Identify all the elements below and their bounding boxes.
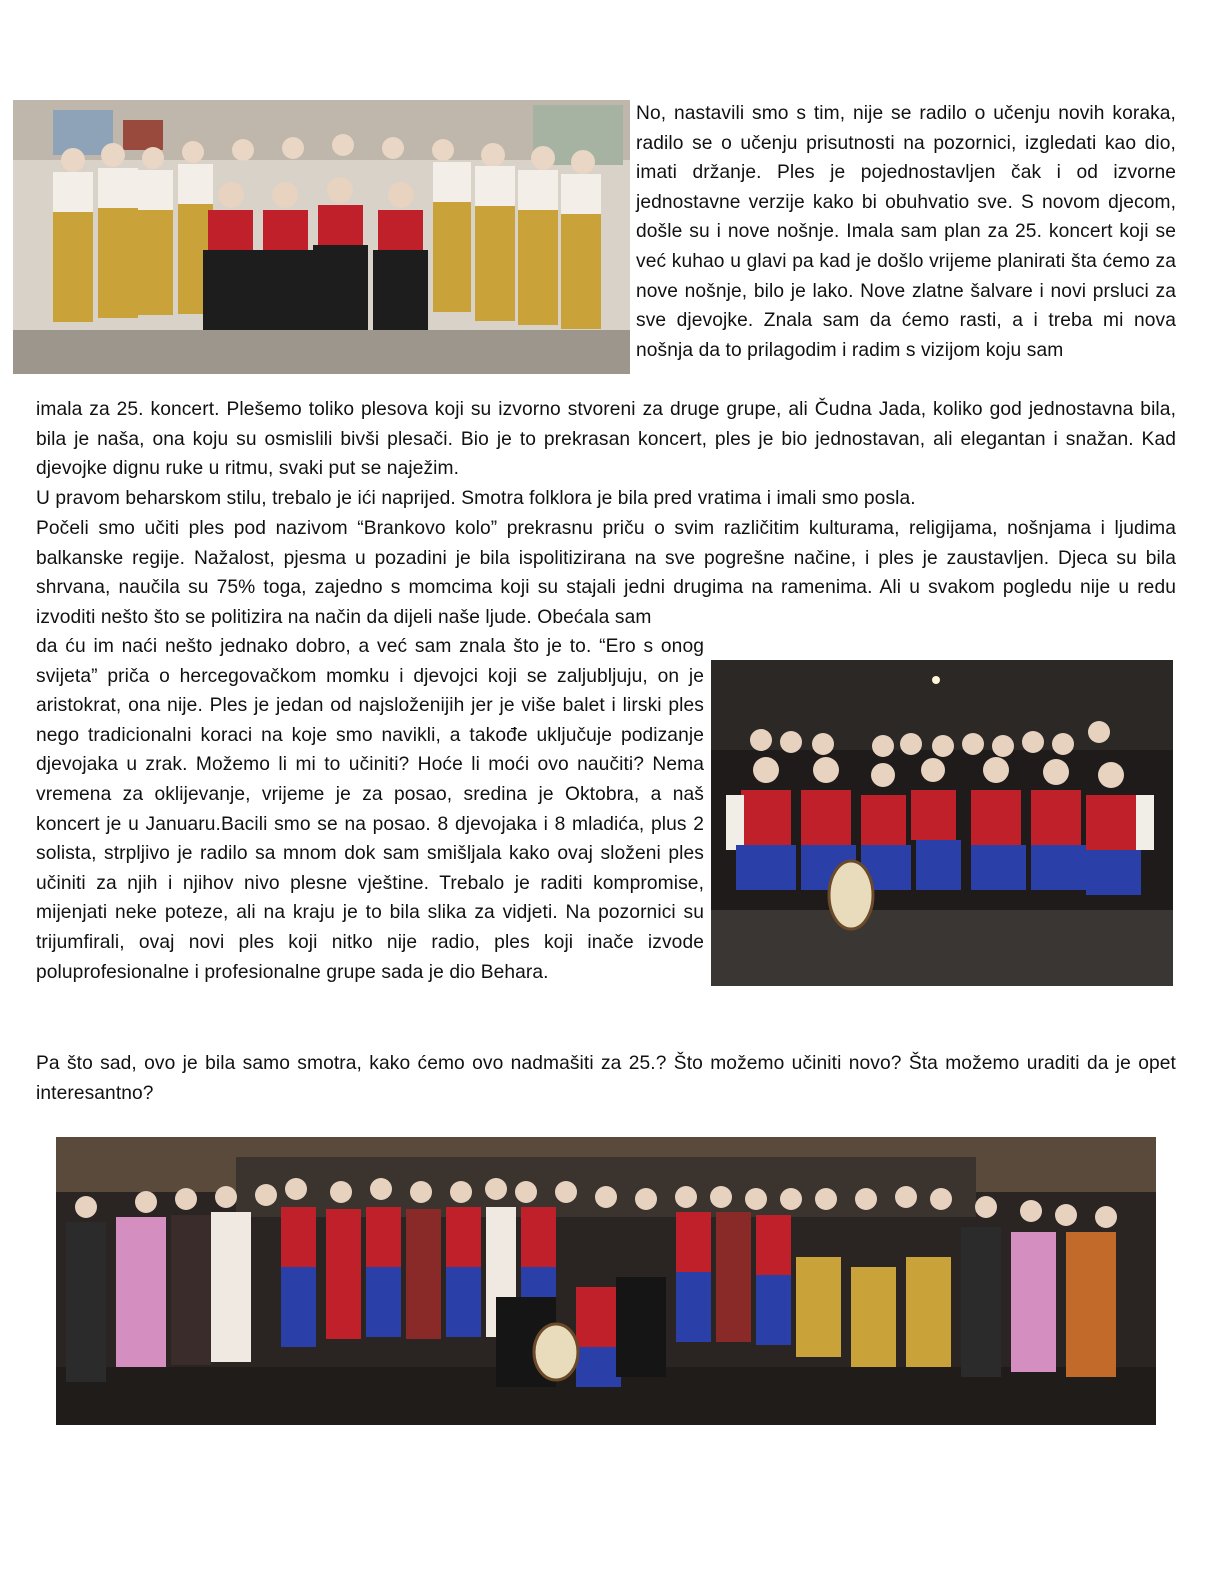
paragraph-intro-continued: imala za 25. koncert. Plešemo toliko plesova koji su izvorno stvoreni za druge grupe, ali Čudna Jada, koliko god jednostavna bila, bila je naša, ona koju su osmislili bivši plesači. Bio je to prekrasan koncert, ples je bio jednostavan, ali elegantan i snažan. Kad djevojke dignu ruke u ritmu, svaki put se naježim. xyxy=(36,399,1176,480)
photo-stage-red-vest-group xyxy=(711,660,1173,986)
photo-stage-red-vest-group-image xyxy=(711,660,1173,986)
paragraph-closing-questions: Pa što sad, ovo je bila samo smotra, kako ćemo ovo nadmašiti za 25.? Što možemo učiniti novo? Šta možemo uraditi da je opet interesantno? xyxy=(36,1053,1176,1104)
paragraph-brankovo-kolo: Počeli smo učiti ples pod nazivom “Brankovo kolo” prekrasnu priču o svim različitim kulturama, religijama, nošnjama i ljudima balkanske regije. Nažalost, pjesma u pozadini je bila ispolitizirana na sve pogrešne načine, i ples je zaustavljen. Djeca su bila shrvana, naučila su 75% toga, zajedno s momcima koji su stajali jedni drugima na ramenima. Ali u svakom pogledu nije u redu izvoditi nešto što se politizira na način da dijeli naše ljude. Obećala sam xyxy=(36,518,1176,628)
photo-gold-costume-group xyxy=(13,100,630,374)
paragraph-intro-right: No, nastavili smo s tim, nije se radilo o učenju novih koraka, radilo se o učenju prisutnosti na pozornici, izgledati kao dio, imati držanje. Ples je pojednostavljen čak i od izvorne jednostavne verzije kako bi obuhvatio sve. S novom djecom, došle su i nove nošnje. Imala sam plan za 25. koncert koji se već kuhao u glavi pa kad je došlo vrijeme planirati šta ćemo za nove nošnje, bilo je lako. Nove zlatne šalvare i novi prsluci za sve djevojke. Znala sam da ćemo rasti, a i treba mi nova nošnja da to prilagodim i radim s vizijom koju sam xyxy=(636,103,1176,361)
photo-gold-costume-group-image xyxy=(13,100,630,374)
photo-full-ensemble-image xyxy=(56,1137,1156,1425)
paragraph-ero-s-onog-svijeta: da ću im naći nešto jednako dobro, a već sam znala što je to. “Ero s onog svijeta” priča o hercegovačkom momku i djevojci koji se zaljubljuju, on je aristokrat, ona nije. Ples je jedan od najsloženijih jer je više balet i lirski ples nego tradicionalni koraci na koje smo navikli, a takođe uključuje podizanje djevojaka u zrak. Možemo li mi to učiniti? Hoće li moći ovo naučiti? Nema vremena za oklijevanje, vrijeme je za posao, sredina je Oktobra, a naš koncert je u Januaru.Bacili smo se na posao. 8 djevojaka i 8 mladića, plus 2 solista, strpljivo je radilo sa mnom dok sam smišljala kako ovaj složeni ples učiniti za njih i njihov nivo plesne vještine. Trebalo je raditi kompromise, mijenjati neke poteze, ali na kraju je to bila slika za vidjeti. Na pozornici su trijumfirali, ovaj novi ples koji nitko nije radio, ples koji inače izvode poluprofesionalne i profesionalne grupe sada je dio Behara. xyxy=(36,636,704,983)
paragraph-behar-style: U pravom beharskom stilu, trebalo je ići naprijed. Smotra folklora je bila pred vratima i imali smo posla. xyxy=(36,488,916,509)
photo-full-ensemble xyxy=(56,1137,1156,1425)
